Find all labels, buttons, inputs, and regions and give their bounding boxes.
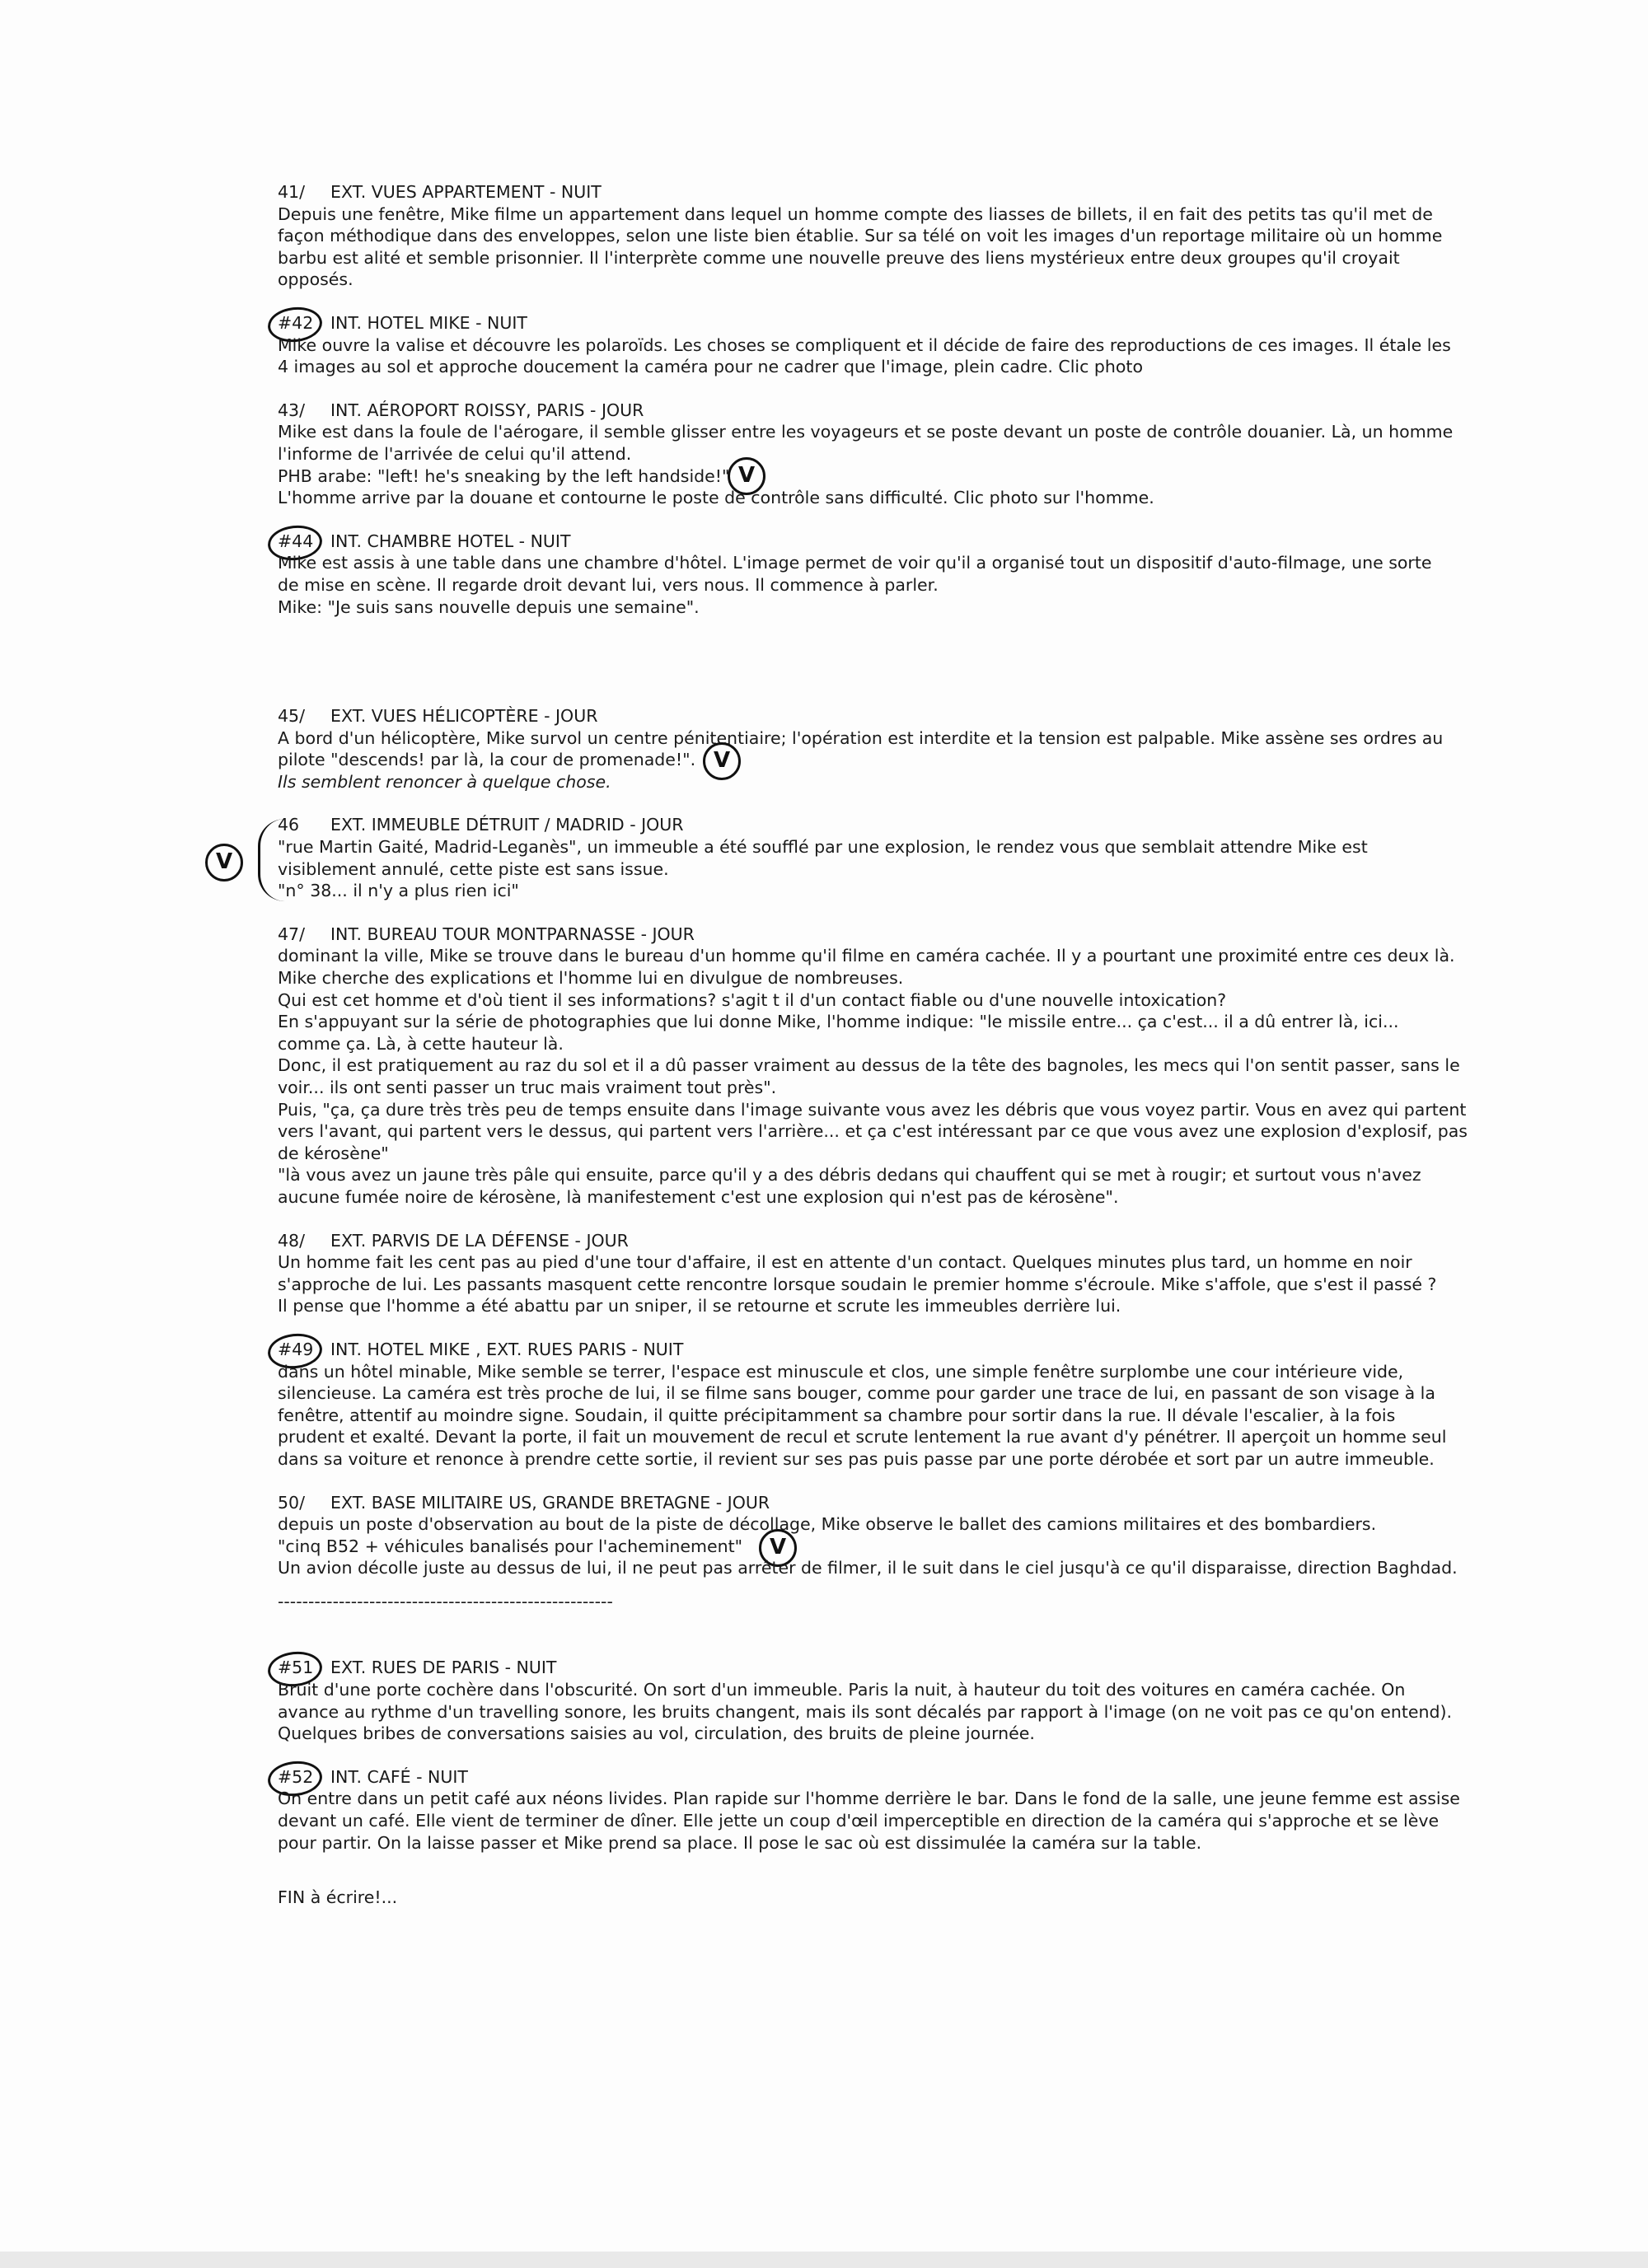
scene-text-line: visiblement annulé, cette piste est sans issue. <box>278 858 669 879</box>
scene-text: pilote "descends! par là, la cour de promenade!". <box>278 750 696 770</box>
scene-text-line: Depuis une fenêtre, Mike filme un appartement dans lequel un homme compte des liasses de billets, il en fait des petits tas qu'il met de <box>278 203 1433 224</box>
scene-title: INT. AÉROPORT ROISSY, PARIS - JOUR <box>330 400 644 420</box>
scene-text: "cinq B52 + véhicules banalisés pour l'acheminement" <box>278 1536 743 1556</box>
scene-text-line: Quelques bribes de conversations saisies au vol, circulation, des bruits de pleine journée. <box>278 1723 1035 1744</box>
blank-space <box>278 639 1481 705</box>
scene-45 <box>278 705 1481 793</box>
scene-text-line <box>278 1536 1481 1558</box>
scene-number: #51 <box>278 1658 314 1678</box>
scene-text-line: devant un café. Elle vient de terminer de dîner. Elle jette un coup d'œil imperceptible en direction de la caméra qui s'approche et se lève <box>278 1811 1440 1831</box>
scene-47 <box>278 924 1481 1209</box>
scene-text-line: On entre dans un petit café aux néons livides. Plan rapide sur l'homme derrière le bar. Dans le fond de la salle, une jeune femme est assise <box>278 1789 1460 1809</box>
handwritten-check-icon: V <box>703 742 741 780</box>
footer-note: FIN à écrire!... <box>278 1887 398 1908</box>
page-bottom-edge <box>0 2252 1648 2268</box>
scene-heading <box>278 400 1481 422</box>
scene-italic-line: Ils semblent renoncer à quelque chose. <box>278 771 611 792</box>
scene-text-line: silencieuse. La caméra est très proche de lui, il se filme sans bouger, comme pour garder une trace de lui, en passant de son visage à la <box>278 1383 1435 1404</box>
scene-heading <box>278 1339 1481 1361</box>
scene-number: #44 <box>278 531 314 551</box>
scene-text-line: Il pense que l'homme a été abattu par un sniper, il se retourne et scrute les immeubles derrière lui. <box>278 1296 1121 1316</box>
scene-text-line: L'homme arrive par la douane et contourne le poste de contrôle sans difficulté. Clic photo sur l'homme. <box>278 488 1154 508</box>
scene-text-line <box>278 462 1481 488</box>
scene-text-line: de kérosène" <box>278 1143 389 1163</box>
scene-number: 47/ <box>278 924 305 944</box>
scene-text-line: A bord d'un hélicoptère, Mike survol un centre pénitentiaire; l'opération est interdite et la tension est palpable. Mike assène ses ordres au <box>278 727 1444 748</box>
scene-text-line: Mike cherche des explications et l'homme lui en divulgue de nombreuses. <box>278 968 904 989</box>
scene-heading <box>278 181 1481 203</box>
handwritten-check-icon: V <box>728 457 765 495</box>
scene-50 <box>278 1492 1481 1579</box>
scene-48 <box>278 1230 1481 1317</box>
scene-text-line: depuis un poste d'observation au bout de la piste de décollage, Mike observe le ballet des camions militaires et des bombardiers. <box>278 1514 1377 1535</box>
scene-text-line: pour partir. On la laisse passer et Mike prend sa place. Il pose le sac où est dissimulée la caméra sur la table. <box>278 1832 1202 1853</box>
scene-text-line: En s'appuyant sur la série de photographies que lui donne Mike, l'homme indique: "le missile entre... ça c'est... il a dû entrer là, ici... <box>278 1012 1399 1032</box>
scene-heading <box>278 705 1481 727</box>
scene-title: INT. BUREAU TOUR MONTPARNASSE - JOUR <box>330 924 695 944</box>
scene-text-line: fenêtre, attentif au moindre signe. Soudain, il quitte précipitamment sa chambre pour sortir dans la rue. Il dévale l'escalier, à la fois <box>278 1405 1396 1425</box>
scene-title: EXT. RUES DE PARIS - NUIT <box>330 1658 557 1678</box>
scene-heading <box>278 924 1481 946</box>
scene-text-line: Un avion décolle juste au dessus de lui, il ne peut pas arrêter de filmer, il le suit dans le ciel jusqu'à ce qu'il disparaisse, direction Baghdad. <box>278 1558 1458 1578</box>
scene-text-line: Donc, il est pratiquement au raz du sol et il a dû passer vraiment au dessus de la tête des bagnoles, les mecs qui l'on sentit passer, sans le <box>278 1055 1460 1076</box>
scene-heading <box>278 312 1481 334</box>
scene-number: 43/ <box>278 400 305 420</box>
scene-text-line: façon méthodique dans des enveloppes, selon une liste bien établie. Sur sa télé on voit les images d'un reportage militaire où un homme <box>278 226 1443 246</box>
scene-number: #52 <box>278 1766 314 1787</box>
scene-49 <box>278 1339 1481 1471</box>
scene-text-line: Mike ouvre la valise et découvre les polaroïds. Les choses se compliquent et il décide de faire des reproductions de ces images. Il étale les <box>278 334 1451 355</box>
scene-text-line: opposés. <box>278 269 353 290</box>
scene-title: INT. CHAMBRE HOTEL - NUIT <box>330 531 571 551</box>
scene-text-line: Puis, "ça, ça dure très très peu de temps ensuite dans l'image suivante vous avez les débris que vous voyez partir. Vous en avez qui partent <box>278 1099 1467 1120</box>
scene-number: 48/ <box>278 1230 305 1251</box>
scene-title: EXT. IMMEUBLE DÉTRUIT / MADRID - JOUR <box>330 815 684 835</box>
scene-text-line: prudent et exalté. Devant la porte, il fait un mouvement de recul et scrute lentement la rue avant d'y pénétrer. Il aperçoit un homme seul <box>278 1427 1447 1447</box>
scene-44 <box>278 531 1481 618</box>
scene-46 <box>215 814 1481 901</box>
scene-title: INT. CAFÉ - NUIT <box>330 1766 468 1787</box>
scene-text-line: 4 images au sol et approche doucement la caméra pour ne cadrer que l'image, plein cadre. Clic photo <box>278 357 1143 377</box>
scene-number: 50/ <box>278 1492 305 1513</box>
scene-text-line: Qui est cet homme et d'où tient il ses informations? s'agit t il d'un contact fiable ou d'une nouvelle intoxication? <box>278 989 1227 1010</box>
scene-text: PHB arabe: "left! he's sneaking by the left handside!" <box>278 465 730 486</box>
scene-text-line: Mike est dans la foule de l'aérogare, il semble glisser entre les voyageurs et se poste devant un poste de contrôle douanier. Là, un homme <box>278 422 1454 442</box>
scene-52 <box>278 1766 1481 1854</box>
scene-title: INT. HOTEL MIKE , EXT. RUES PARIS - NUIT <box>330 1339 684 1359</box>
scene-number: 46 <box>278 815 300 835</box>
scene-text-line: Mike: "Je suis sans nouvelle depuis une semaine". <box>278 596 700 617</box>
scene-text-line: dominant la ville, Mike se trouve dans le bureau d'un homme qu'il filme en caméra cachée. Il y a pourtant une proximité entre ces deux là. <box>278 946 1455 966</box>
scene-number: #49 <box>278 1339 314 1359</box>
scene-number: #42 <box>278 312 314 333</box>
scene-text-line: aucune fumée noire de kérosène, là manifestement c'est une explosion qui n'est pas de kérosène". <box>278 1186 1119 1207</box>
handwritten-check-icon: V <box>205 844 243 881</box>
scene-text-line: Un homme fait les cent pas au pied d'une tour d'affaire, il est en attente d'un contact. Quelques minutes plus tard, un homme en noir <box>278 1252 1412 1273</box>
scene-text-line: dans sa voiture et renonce à prendre cette sortie, il revient sur ses pas puis passe par une porte dérobée et sort par un autre immeuble. <box>278 1448 1435 1469</box>
scene-title: EXT. PARVIS DE LA DÉFENSE - JOUR <box>330 1230 629 1251</box>
scene-text-line: avance au rythme d'un travelling sonore, les bruits changent, mais ils sont décalés par rapport à l'image (on ne voit pas ce qu'on entend). <box>278 1701 1453 1722</box>
scene-heading <box>278 1230 1481 1252</box>
scene-heading <box>278 1492 1481 1514</box>
scene-title: EXT. VUES APPARTEMENT - NUIT <box>330 182 602 202</box>
scene-43 <box>278 400 1481 509</box>
scene-41 <box>278 181 1481 291</box>
handwritten-check-icon: V <box>759 1529 797 1567</box>
scene-text-line: "là vous avez un jaune très pâle qui ensuite, parce qu'il y a des débris dedans qui chauffent qui se met à rougir; et surtout vous n'avez <box>278 1165 1421 1185</box>
scene-number: 45/ <box>278 706 305 727</box>
scene-heading <box>278 531 1481 553</box>
scene-text-line: Mike est assis à une table dans une chambre d'hôtel. L'image permet de voir qu'il a organisé tout un dispositif d'auto-filmage, une sorte <box>278 553 1432 573</box>
scene-42 <box>278 312 1481 378</box>
scene-text-line: "n° 38... il n'y a plus rien ici" <box>278 881 519 901</box>
scene-text-line: comme ça. Là, à cette hauteur là. <box>278 1033 564 1054</box>
scene-51 <box>278 1657 1481 1744</box>
scene-title: EXT. VUES HÉLICOPTÈRE - JOUR <box>330 706 598 727</box>
scene-heading <box>278 814 1481 836</box>
script-body <box>215 181 1481 1909</box>
scene-text-line: voir... ils ont senti passer un truc mais vraiment tout près". <box>278 1078 777 1097</box>
scene-text-line: dans un hôtel minable, Mike semble se terrer, l'espace est minuscule et clos, une simple fenêtre surplombe une cour intérieure vide, <box>278 1361 1404 1382</box>
scene-heading <box>278 1766 1481 1789</box>
scene-text-line: s'approche de lui. Les passants masquent cette rencontre lorsque soudain le premier homme s'écroule. Mike s'affole, que s'est il passé ? <box>278 1274 1437 1294</box>
scene-text-line <box>278 748 1481 774</box>
scene-number: 41/ <box>278 182 305 202</box>
scene-title: INT. HOTEL MIKE - NUIT <box>330 312 527 333</box>
scene-text-line: vers l'avant, qui partent vers le dessus, qui partent vers l'arrière... et ça c'est intéressant par ce que vous avez une explosion d'explosif, pas <box>278 1121 1468 1142</box>
scene-text-line: barbu est alité et semble prisonnier. Il l'interprète comme une nouvelle preuve des liens mystérieux entre deux groupes qu'il croyait <box>278 247 1400 268</box>
scene-heading <box>278 1657 1481 1679</box>
scene-text-line: Bruit d'une porte cochère dans l'obscurité. On sort d'un immeuble. Paris la nuit, à hauteur du toit des voitures en caméra cachée. On <box>278 1680 1406 1700</box>
scene-text-line: de mise en scène. Il regarde droit devant lui, vers nous. Il commence à parler. <box>278 574 939 595</box>
section-divider: ------------------------------------------------------- <box>278 1591 613 1611</box>
scene-text-line: "rue Martin Gaité, Madrid-Leganès", un immeuble a été soufflé par une explosion, le rendez vous que semblait attendre Mike est <box>278 837 1368 858</box>
scene-text-line: l'informe de l'arrivée de celui qu'il attend. <box>278 443 632 464</box>
scene-title: EXT. BASE MILITAIRE US, GRANDE BRETAGNE - JOUR <box>330 1492 770 1513</box>
